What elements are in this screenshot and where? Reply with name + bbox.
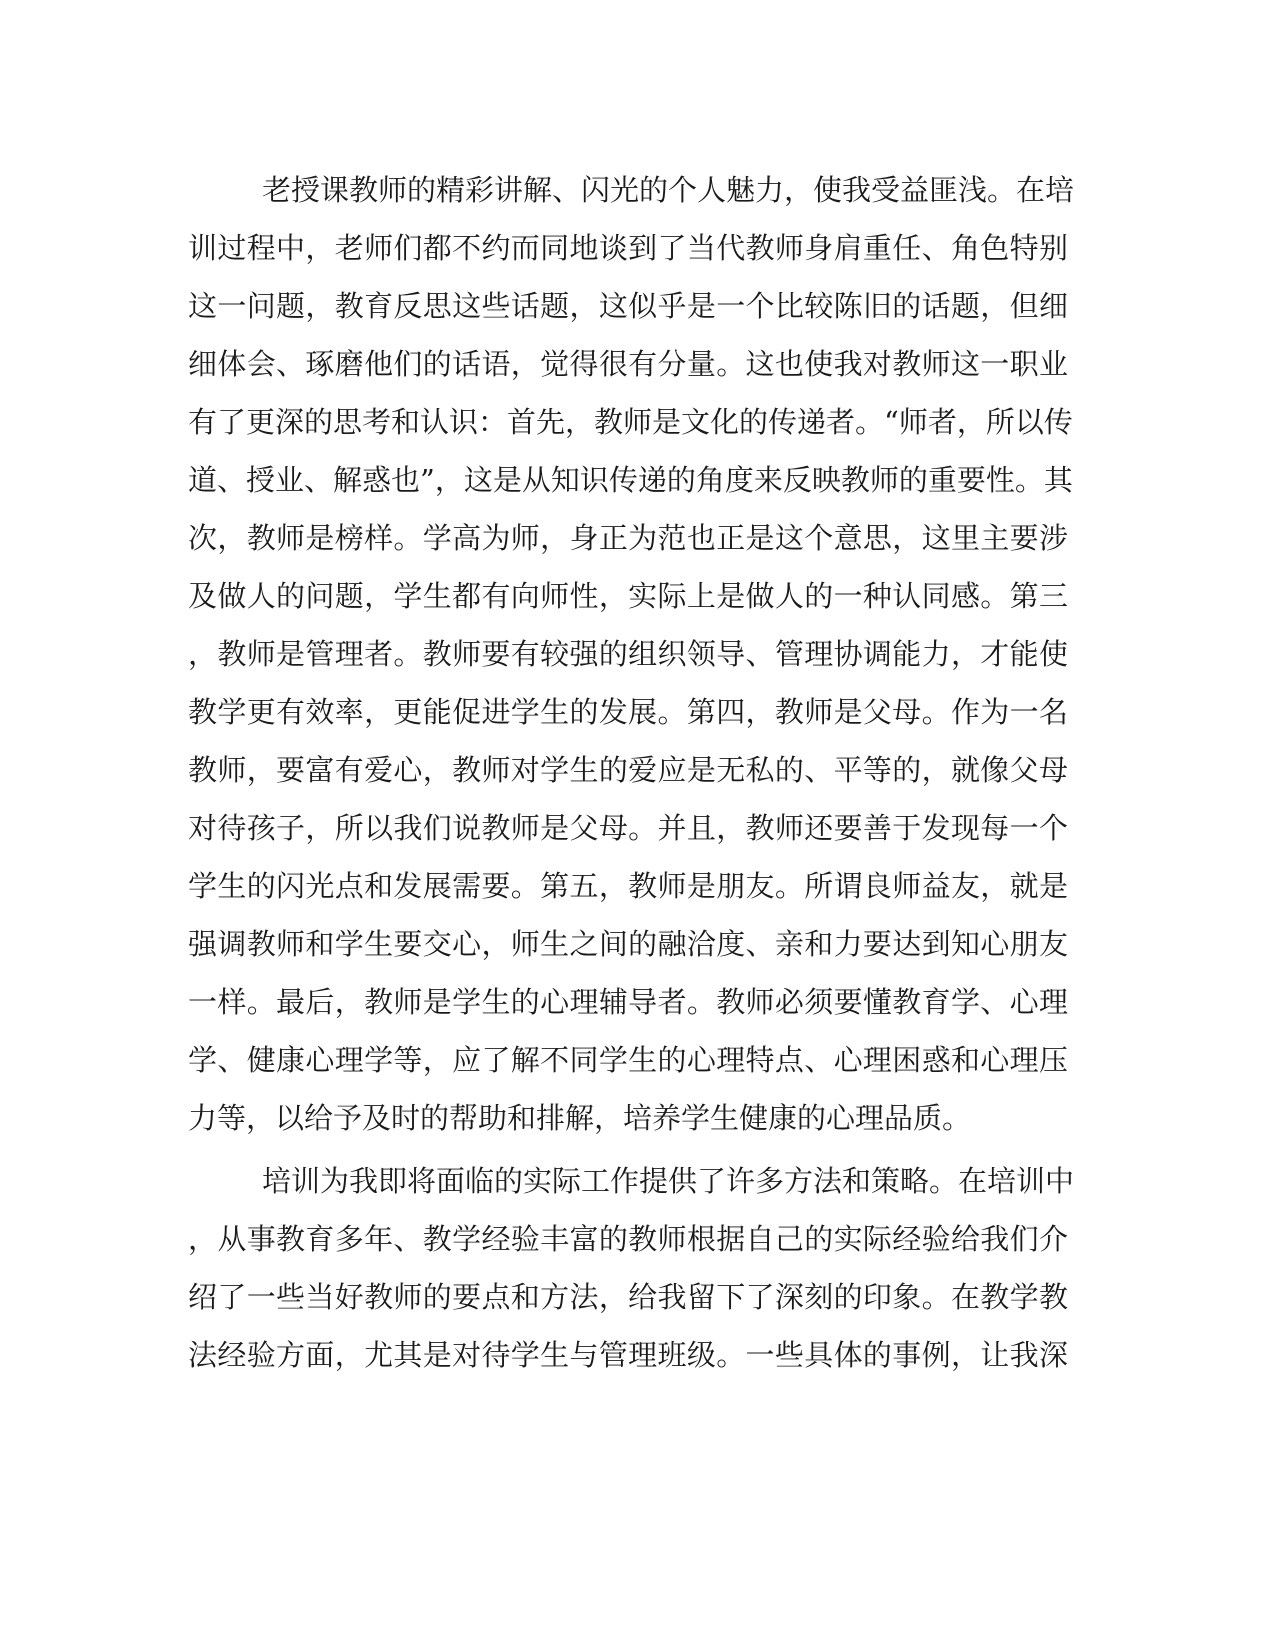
paragraph-1-line-16: 学、健康心理学等，应了解不同学生的心理特点、心理困惑和心理压: [188, 1043, 1068, 1077]
paragraph-1-line-14: 强调教师和学生要交心，师生之间的融洽度、亲和力要达到知心朋友: [188, 927, 1068, 961]
paragraph-1-line-5: 有了更深的思考和认识：首先，教师是文化的传递者。“师者，所以传: [188, 405, 1073, 439]
paragraph-1-line-4: 细体会、琢磨他们的话语，觉得很有分量。这也使我对教师这一职业: [188, 347, 1068, 381]
paragraph-1-line-11: 教师，要富有爱心，教师对学生的爱应是无私的、平等的，就像父母: [188, 753, 1068, 787]
paragraph-2-line-3: 绍了一些当好教师的要点和方法，给我留下了深刻的印象。在教学教: [188, 1280, 1068, 1314]
paragraph-1-line-7: 次，教师是榜样。学高为师，身正为范也正是这个意思，这里主要涉: [188, 521, 1068, 555]
paragraph-1-line-8: 及做人的问题，学生都有向师性，实际上是做人的一种认同感。第三: [188, 579, 1068, 613]
paragraph-1-line-17: 力等，以给予及时的帮助和排解，培养学生健康的心理品质。: [188, 1101, 972, 1135]
paragraph-1-line-1: 老授课教师的精彩讲解、闪光的个人魅力，使我受益匪浅。在培: [262, 173, 1075, 207]
paragraph-1-line-12: 对待孩子，所以我们说教师是父母。并且，教师还要善于发现每一个: [188, 811, 1068, 845]
paragraph-1-line-10: 教学更有效率，更能促进学生的发展。第四，教师是父母。作为一名: [188, 695, 1068, 729]
paragraph-1-line-3: 这一问题，教育反思这些话题，这似乎是一个比较陈旧的话题，但细: [188, 289, 1068, 323]
paragraph-1-line-6: 道、授业、解惑也”，这是从知识传递的角度来反映教师的重要性。其: [188, 463, 1073, 497]
paragraph-1-line-15: 一样。最后，教师是学生的心理辅导者。教师必须要懂教育学、心理: [188, 985, 1068, 1019]
paragraph-1-line-2: 训过程中，老师们都不约而同地谈到了当代教师身肩重任、角色特别: [188, 231, 1068, 265]
paragraph-2-line-2: ，从事教育多年、教学经验丰富的教师根据自己的实际经验给我们介: [188, 1222, 1068, 1256]
paragraph-2-line-4: 法经验方面，尤其是对待学生与管理班级。一些具体的事例，让我深: [188, 1338, 1068, 1372]
paragraph-2-line-1: 培训为我即将面临的实际工作提供了许多方法和策略。在培训中: [262, 1164, 1075, 1198]
paragraph-1-line-9: ，教师是管理者。教师要有较强的组织领导、管理协调能力，才能使: [188, 637, 1068, 671]
paragraph-1-line-13: 学生的闪光点和发展需要。第五，教师是朋友。所谓良师益友，就是: [188, 869, 1068, 903]
